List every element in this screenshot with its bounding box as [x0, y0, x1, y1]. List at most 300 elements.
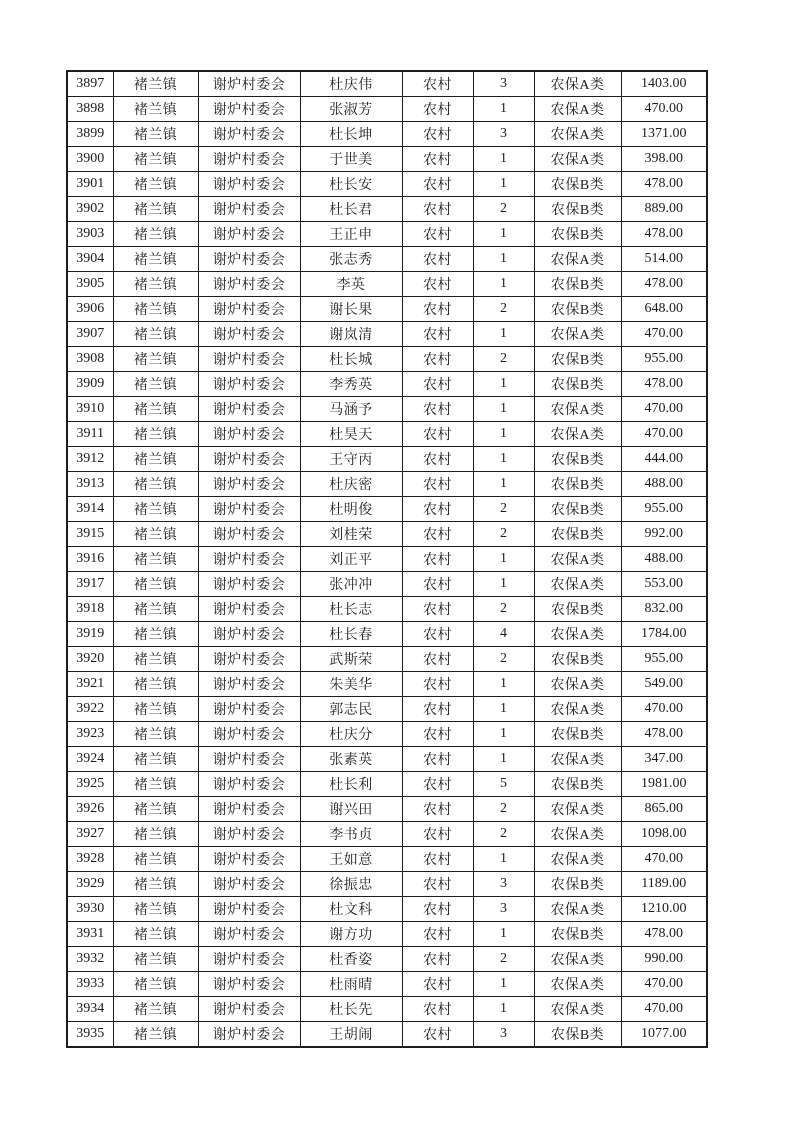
cell-serial-number: 3932 [67, 947, 113, 972]
cell-insurance-class: 农保B类 [534, 597, 621, 622]
cell-residence-type: 农村 [402, 597, 473, 622]
cell-serial-number: 3919 [67, 622, 113, 647]
cell-serial-number: 3918 [67, 597, 113, 622]
cell-residence-type: 农村 [402, 672, 473, 697]
cell-person-count: 1 [473, 272, 534, 297]
cell-amount: 1371.00 [621, 122, 707, 147]
cell-town: 褚兰镇 [113, 522, 198, 547]
cell-amount: 1210.00 [621, 897, 707, 922]
table-row [67, 197, 707, 222]
cell-village-committee: 谢炉村委会 [198, 1022, 300, 1048]
cell-serial-number: 3922 [67, 697, 113, 722]
cell-person-count: 2 [473, 297, 534, 322]
cell-person-name: 谢兴田 [300, 797, 402, 822]
cell-amount: 1784.00 [621, 622, 707, 647]
cell-amount: 1189.00 [621, 872, 707, 897]
cell-person-name: 杜长安 [300, 172, 402, 197]
table-row [67, 647, 707, 672]
cell-person-count: 4 [473, 622, 534, 647]
cell-insurance-class: 农保A类 [534, 822, 621, 847]
cell-village-committee: 谢炉村委会 [198, 97, 300, 122]
cell-person-name: 谢方功 [300, 922, 402, 947]
cell-insurance-class: 农保B类 [534, 472, 621, 497]
cell-person-name: 王如意 [300, 847, 402, 872]
table-row [67, 797, 707, 822]
cell-insurance-class: 农保A类 [534, 147, 621, 172]
cell-insurance-class: 农保A类 [534, 71, 621, 97]
cell-town: 褚兰镇 [113, 71, 198, 97]
cell-residence-type: 农村 [402, 922, 473, 947]
table-row [67, 372, 707, 397]
cell-village-committee: 谢炉村委会 [198, 197, 300, 222]
cell-serial-number: 3931 [67, 922, 113, 947]
table-row [67, 597, 707, 622]
cell-residence-type: 农村 [402, 522, 473, 547]
cell-village-committee: 谢炉村委会 [198, 722, 300, 747]
cell-insurance-class: 农保B类 [534, 1022, 621, 1048]
cell-town: 褚兰镇 [113, 622, 198, 647]
cell-insurance-class: 农保B类 [534, 272, 621, 297]
cell-town: 褚兰镇 [113, 997, 198, 1022]
table-row [67, 272, 707, 297]
cell-serial-number: 3901 [67, 172, 113, 197]
cell-insurance-class: 农保A类 [534, 97, 621, 122]
cell-amount: 865.00 [621, 797, 707, 822]
cell-insurance-class: 农保A类 [534, 672, 621, 697]
cell-serial-number: 3914 [67, 497, 113, 522]
cell-person-count: 2 [473, 822, 534, 847]
cell-person-name: 李书贞 [300, 822, 402, 847]
table-row [67, 872, 707, 897]
table-row [67, 397, 707, 422]
cell-town: 褚兰镇 [113, 172, 198, 197]
cell-residence-type: 农村 [402, 722, 473, 747]
cell-amount: 955.00 [621, 497, 707, 522]
cell-town: 褚兰镇 [113, 922, 198, 947]
cell-town: 褚兰镇 [113, 447, 198, 472]
cell-town: 褚兰镇 [113, 322, 198, 347]
cell-insurance-class: 农保A类 [534, 997, 621, 1022]
cell-person-name: 王正申 [300, 222, 402, 247]
pension-roster-table [66, 70, 708, 1048]
cell-person-name: 杜长春 [300, 622, 402, 647]
cell-town: 褚兰镇 [113, 472, 198, 497]
cell-serial-number: 3911 [67, 422, 113, 447]
cell-village-committee: 谢炉村委会 [198, 597, 300, 622]
cell-residence-type: 农村 [402, 372, 473, 397]
table-row [67, 122, 707, 147]
cell-person-count: 1 [473, 747, 534, 772]
cell-residence-type: 农村 [402, 472, 473, 497]
cell-person-name: 武斯荣 [300, 647, 402, 672]
cell-person-count: 1 [473, 472, 534, 497]
cell-village-committee: 谢炉村委会 [198, 397, 300, 422]
cell-residence-type: 农村 [402, 147, 473, 172]
table-row [67, 322, 707, 347]
cell-residence-type: 农村 [402, 897, 473, 922]
cell-village-committee: 谢炉村委会 [198, 347, 300, 372]
table-row [67, 672, 707, 697]
cell-town: 褚兰镇 [113, 297, 198, 322]
cell-insurance-class: 农保A类 [534, 897, 621, 922]
cell-residence-type: 农村 [402, 322, 473, 347]
cell-insurance-class: 农保A类 [534, 572, 621, 597]
cell-residence-type: 农村 [402, 497, 473, 522]
cell-town: 褚兰镇 [113, 372, 198, 397]
cell-person-name: 郭志民 [300, 697, 402, 722]
cell-serial-number: 3916 [67, 547, 113, 572]
cell-person-count: 1 [473, 397, 534, 422]
cell-residence-type: 农村 [402, 297, 473, 322]
cell-person-count: 3 [473, 71, 534, 97]
cell-amount: 514.00 [621, 247, 707, 272]
cell-village-committee: 谢炉村委会 [198, 922, 300, 947]
cell-residence-type: 农村 [402, 572, 473, 597]
cell-village-committee: 谢炉村委会 [198, 372, 300, 397]
table-row [67, 947, 707, 972]
cell-town: 褚兰镇 [113, 222, 198, 247]
cell-residence-type: 农村 [402, 397, 473, 422]
cell-residence-type: 农村 [402, 247, 473, 272]
cell-town: 褚兰镇 [113, 272, 198, 297]
table-row [67, 847, 707, 872]
cell-insurance-class: 农保A类 [534, 422, 621, 447]
cell-village-committee: 谢炉村委会 [198, 522, 300, 547]
cell-amount: 1098.00 [621, 822, 707, 847]
cell-person-name: 杜长城 [300, 347, 402, 372]
table-row [67, 172, 707, 197]
cell-town: 褚兰镇 [113, 547, 198, 572]
cell-insurance-class: 农保B类 [534, 447, 621, 472]
cell-insurance-class: 农保A类 [534, 797, 621, 822]
cell-amount: 478.00 [621, 722, 707, 747]
cell-village-committee: 谢炉村委会 [198, 947, 300, 972]
cell-amount: 478.00 [621, 222, 707, 247]
cell-insurance-class: 农保B类 [534, 497, 621, 522]
cell-amount: 488.00 [621, 472, 707, 497]
cell-town: 褚兰镇 [113, 347, 198, 372]
cell-town: 褚兰镇 [113, 122, 198, 147]
cell-village-committee: 谢炉村委会 [198, 547, 300, 572]
cell-person-name: 朱美华 [300, 672, 402, 697]
cell-serial-number: 3904 [67, 247, 113, 272]
cell-person-count: 1 [473, 997, 534, 1022]
cell-village-committee: 谢炉村委会 [198, 297, 300, 322]
cell-serial-number: 3900 [67, 147, 113, 172]
cell-town: 褚兰镇 [113, 497, 198, 522]
table-body [67, 71, 707, 1047]
cell-residence-type: 农村 [402, 822, 473, 847]
cell-person-count: 2 [473, 522, 534, 547]
cell-village-committee: 谢炉村委会 [198, 897, 300, 922]
cell-serial-number: 3899 [67, 122, 113, 147]
table-row [67, 572, 707, 597]
cell-residence-type: 农村 [402, 622, 473, 647]
cell-person-name: 张素英 [300, 747, 402, 772]
cell-person-name: 徐振忠 [300, 872, 402, 897]
cell-insurance-class: 农保A类 [534, 622, 621, 647]
cell-person-count: 1 [473, 322, 534, 347]
cell-insurance-class: 农保B类 [534, 922, 621, 947]
table-row [67, 747, 707, 772]
cell-serial-number: 3925 [67, 772, 113, 797]
cell-amount: 470.00 [621, 322, 707, 347]
cell-person-count: 1 [473, 572, 534, 597]
cell-residence-type: 农村 [402, 797, 473, 822]
cell-person-name: 谢长果 [300, 297, 402, 322]
cell-person-name: 杜庆密 [300, 472, 402, 497]
cell-amount: 478.00 [621, 272, 707, 297]
cell-serial-number: 3933 [67, 972, 113, 997]
table-row [67, 772, 707, 797]
cell-amount: 832.00 [621, 597, 707, 622]
cell-serial-number: 3908 [67, 347, 113, 372]
cell-village-committee: 谢炉村委会 [198, 797, 300, 822]
cell-amount: 889.00 [621, 197, 707, 222]
cell-amount: 1403.00 [621, 71, 707, 97]
cell-person-count: 5 [473, 772, 534, 797]
cell-serial-number: 3910 [67, 397, 113, 422]
cell-residence-type: 农村 [402, 172, 473, 197]
cell-person-name: 杜庆伟 [300, 71, 402, 97]
cell-insurance-class: 农保B类 [534, 872, 621, 897]
cell-amount: 549.00 [621, 672, 707, 697]
cell-serial-number: 3924 [67, 747, 113, 772]
cell-residence-type: 农村 [402, 197, 473, 222]
cell-insurance-class: 农保A类 [534, 697, 621, 722]
cell-town: 褚兰镇 [113, 197, 198, 222]
cell-serial-number: 3898 [67, 97, 113, 122]
cell-insurance-class: 农保A类 [534, 747, 621, 772]
cell-village-committee: 谢炉村委会 [198, 147, 300, 172]
cell-person-name: 李秀英 [300, 372, 402, 397]
cell-residence-type: 农村 [402, 997, 473, 1022]
cell-town: 褚兰镇 [113, 1022, 198, 1048]
cell-residence-type: 农村 [402, 872, 473, 897]
cell-person-name: 马涵予 [300, 397, 402, 422]
cell-person-name: 杜香姿 [300, 947, 402, 972]
cell-village-committee: 谢炉村委会 [198, 122, 300, 147]
cell-amount: 398.00 [621, 147, 707, 172]
cell-town: 褚兰镇 [113, 772, 198, 797]
table-row [67, 547, 707, 572]
cell-town: 褚兰镇 [113, 897, 198, 922]
cell-person-count: 1 [473, 147, 534, 172]
cell-amount: 478.00 [621, 922, 707, 947]
table-row [67, 822, 707, 847]
cell-person-name: 杜长利 [300, 772, 402, 797]
cell-village-committee: 谢炉村委会 [198, 747, 300, 772]
cell-amount: 648.00 [621, 297, 707, 322]
cell-amount: 990.00 [621, 947, 707, 972]
cell-person-count: 1 [473, 722, 534, 747]
cell-serial-number: 3905 [67, 272, 113, 297]
cell-person-name: 谢岚清 [300, 322, 402, 347]
cell-insurance-class: 农保A类 [534, 972, 621, 997]
cell-insurance-class: 农保A类 [534, 547, 621, 572]
cell-person-count: 2 [473, 347, 534, 372]
cell-residence-type: 农村 [402, 71, 473, 97]
table-row [67, 622, 707, 647]
table-row [67, 522, 707, 547]
cell-serial-number: 3935 [67, 1022, 113, 1048]
table-row [67, 247, 707, 272]
cell-residence-type: 农村 [402, 972, 473, 997]
table-row [67, 472, 707, 497]
cell-insurance-class: 农保A类 [534, 947, 621, 972]
cell-amount: 470.00 [621, 997, 707, 1022]
cell-insurance-class: 农保A类 [534, 847, 621, 872]
cell-village-committee: 谢炉村委会 [198, 672, 300, 697]
cell-serial-number: 3912 [67, 447, 113, 472]
cell-serial-number: 3926 [67, 797, 113, 822]
cell-residence-type: 农村 [402, 222, 473, 247]
table-row [67, 447, 707, 472]
cell-town: 褚兰镇 [113, 797, 198, 822]
cell-person-name: 刘正平 [300, 547, 402, 572]
cell-person-count: 1 [473, 447, 534, 472]
cell-village-committee: 谢炉村委会 [198, 472, 300, 497]
cell-amount: 992.00 [621, 522, 707, 547]
cell-person-count: 2 [473, 947, 534, 972]
cell-amount: 444.00 [621, 447, 707, 472]
cell-person-count: 1 [473, 422, 534, 447]
cell-serial-number: 3923 [67, 722, 113, 747]
cell-serial-number: 3928 [67, 847, 113, 872]
cell-residence-type: 农村 [402, 647, 473, 672]
cell-town: 褚兰镇 [113, 247, 198, 272]
table-row [67, 497, 707, 522]
cell-residence-type: 农村 [402, 422, 473, 447]
cell-residence-type: 农村 [402, 772, 473, 797]
cell-insurance-class: 农保B类 [534, 772, 621, 797]
cell-town: 褚兰镇 [113, 397, 198, 422]
cell-town: 褚兰镇 [113, 697, 198, 722]
cell-insurance-class: 农保B类 [534, 372, 621, 397]
cell-serial-number: 3906 [67, 297, 113, 322]
table-row [67, 71, 707, 97]
cell-person-count: 2 [473, 797, 534, 822]
cell-amount: 347.00 [621, 747, 707, 772]
cell-serial-number: 3909 [67, 372, 113, 397]
table-row [67, 97, 707, 122]
cell-town: 褚兰镇 [113, 747, 198, 772]
cell-serial-number: 3907 [67, 322, 113, 347]
cell-insurance-class: 农保A类 [534, 322, 621, 347]
table-row [67, 997, 707, 1022]
cell-village-committee: 谢炉村委会 [198, 772, 300, 797]
cell-person-name: 李英 [300, 272, 402, 297]
cell-amount: 470.00 [621, 97, 707, 122]
cell-person-count: 1 [473, 547, 534, 572]
cell-village-committee: 谢炉村委会 [198, 497, 300, 522]
cell-town: 褚兰镇 [113, 572, 198, 597]
cell-amount: 553.00 [621, 572, 707, 597]
cell-person-count: 3 [473, 122, 534, 147]
table-row [67, 347, 707, 372]
cell-insurance-class: 农保B类 [534, 197, 621, 222]
cell-serial-number: 3927 [67, 822, 113, 847]
cell-insurance-class: 农保B类 [534, 722, 621, 747]
cell-amount: 488.00 [621, 547, 707, 572]
cell-insurance-class: 农保B类 [534, 222, 621, 247]
cell-person-name: 杜长志 [300, 597, 402, 622]
cell-town: 褚兰镇 [113, 947, 198, 972]
cell-insurance-class: 农保B类 [534, 522, 621, 547]
cell-village-committee: 谢炉村委会 [198, 572, 300, 597]
cell-person-count: 1 [473, 847, 534, 872]
cell-person-name: 于世美 [300, 147, 402, 172]
cell-insurance-class: 农保B类 [534, 172, 621, 197]
cell-residence-type: 农村 [402, 272, 473, 297]
cell-person-name: 张淑芳 [300, 97, 402, 122]
cell-insurance-class: 农保B类 [534, 297, 621, 322]
table-row [67, 697, 707, 722]
cell-serial-number: 3921 [67, 672, 113, 697]
cell-serial-number: 3929 [67, 872, 113, 897]
cell-town: 褚兰镇 [113, 722, 198, 747]
cell-insurance-class: 农保A类 [534, 247, 621, 272]
cell-person-count: 1 [473, 97, 534, 122]
cell-person-name: 刘桂荣 [300, 522, 402, 547]
cell-village-committee: 谢炉村委会 [198, 647, 300, 672]
cell-amount: 955.00 [621, 347, 707, 372]
cell-person-count: 1 [473, 697, 534, 722]
cell-insurance-class: 农保B类 [534, 647, 621, 672]
cell-person-count: 3 [473, 872, 534, 897]
cell-person-name: 张冲冲 [300, 572, 402, 597]
table-row [67, 422, 707, 447]
cell-person-count: 2 [473, 647, 534, 672]
cell-amount: 470.00 [621, 422, 707, 447]
cell-person-count: 1 [473, 372, 534, 397]
cell-village-committee: 谢炉村委会 [198, 71, 300, 97]
cell-person-count: 1 [473, 672, 534, 697]
cell-residence-type: 农村 [402, 547, 473, 572]
cell-person-count: 2 [473, 197, 534, 222]
cell-residence-type: 农村 [402, 947, 473, 972]
cell-serial-number: 3897 [67, 71, 113, 97]
table-row [67, 1022, 707, 1048]
cell-village-committee: 谢炉村委会 [198, 247, 300, 272]
cell-village-committee: 谢炉村委会 [198, 447, 300, 472]
table-row [67, 147, 707, 172]
cell-person-name: 王胡闹 [300, 1022, 402, 1048]
cell-amount: 470.00 [621, 397, 707, 422]
cell-person-count: 1 [473, 247, 534, 272]
cell-town: 褚兰镇 [113, 422, 198, 447]
cell-person-count: 1 [473, 972, 534, 997]
cell-person-name: 王守丙 [300, 447, 402, 472]
cell-person-name: 杜长坤 [300, 122, 402, 147]
cell-insurance-class: 农保B类 [534, 347, 621, 372]
cell-village-committee: 谢炉村委会 [198, 422, 300, 447]
cell-town: 褚兰镇 [113, 847, 198, 872]
cell-residence-type: 农村 [402, 97, 473, 122]
cell-amount: 470.00 [621, 972, 707, 997]
cell-person-name: 杜雨晴 [300, 972, 402, 997]
table-row [67, 222, 707, 247]
cell-person-count: 2 [473, 597, 534, 622]
cell-village-committee: 谢炉村委会 [198, 222, 300, 247]
cell-village-committee: 谢炉村委会 [198, 622, 300, 647]
cell-town: 褚兰镇 [113, 972, 198, 997]
table-row [67, 297, 707, 322]
table-row [67, 722, 707, 747]
cell-serial-number: 3902 [67, 197, 113, 222]
cell-person-name: 杜文科 [300, 897, 402, 922]
cell-serial-number: 3930 [67, 897, 113, 922]
